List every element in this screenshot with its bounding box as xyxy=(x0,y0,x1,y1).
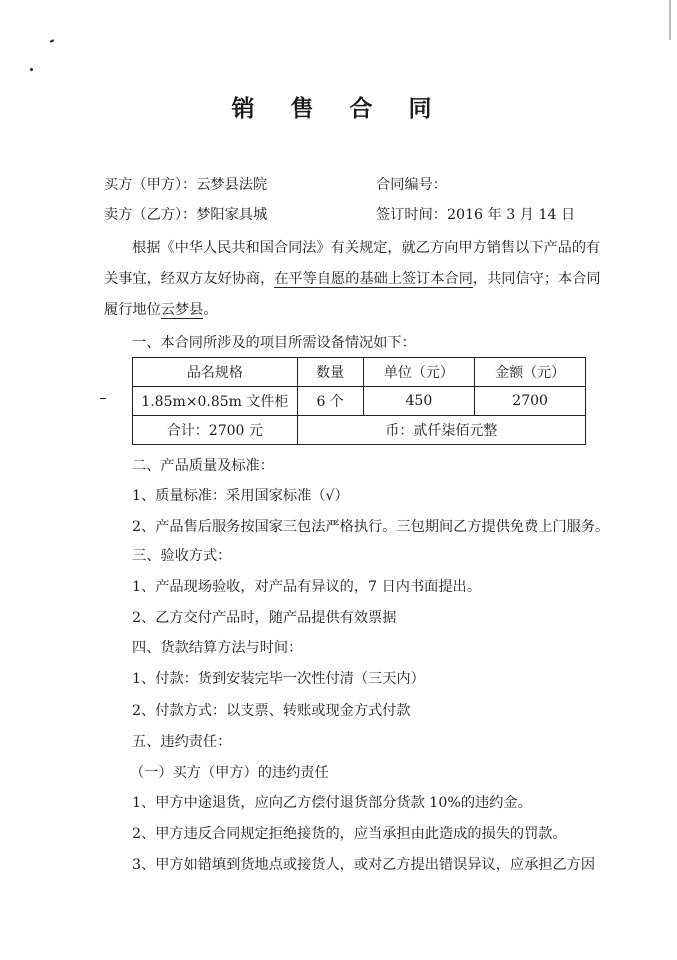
intro-line-3-end: 。 xyxy=(203,302,218,318)
unit-price-cell: 450 xyxy=(363,387,475,416)
liability-line-1: 1、甲方中途退货，应向乙方偿付退货部分货款 10%的违约金。 xyxy=(132,795,532,811)
after-sales-line: 2、产品售后服务按国家三包法严格执行。三包期间乙方提供免费上门服务。 xyxy=(132,519,610,535)
section-3-heading: 三、验收方式： xyxy=(132,548,232,564)
acceptance-line-1: 1、产品现场验收，对产品有异议的，7 日内书面提出。 xyxy=(132,579,481,595)
performance-location: 云梦县 xyxy=(160,302,204,318)
section-1-heading: 一、本合同所涉及的项目所需设备情况如下： xyxy=(132,335,416,351)
seller-line: 卖方（乙方）：梦阳家具城 xyxy=(104,207,268,223)
section-5-heading: 五、违约责任： xyxy=(132,734,232,750)
section-4-heading: 四、货款结算方法与时间： xyxy=(132,640,303,656)
intro-line-3-start: 履行地位 xyxy=(104,302,161,318)
column-header: 品名规格 xyxy=(133,358,298,387)
amount-cell: 2700 xyxy=(475,387,586,416)
section-2-heading: 二、产品质量及标准： xyxy=(132,458,274,474)
liability-line-2: 2、甲方违反合同规定拒绝接货的，应当承担由此造成的损失的罚款。 xyxy=(132,826,567,842)
contract-number-line: 合同编号： xyxy=(376,177,447,193)
scan-speck xyxy=(30,68,33,71)
table-total-row xyxy=(133,416,586,445)
payment-line-1: 1、付款：货到安装完毕一次性付清（三天内） xyxy=(132,671,425,687)
table-row xyxy=(133,387,586,416)
intro-line-1: 根据《中华人民共和国合同法》有关规定，就乙方向甲方销售以下产品的有 xyxy=(132,240,601,256)
payment-line-2: 2、付款方式：以支票、转账或现金方式付款 xyxy=(132,703,411,719)
quantity-cell: 6 个 xyxy=(297,387,363,416)
intro-underlined-phrase: 在平等自愿的基础上签订本合同 xyxy=(274,271,473,287)
intro-line-3 xyxy=(104,300,218,320)
equipment-table xyxy=(132,357,586,445)
quality-standard-line: 1、质量标准：采用国家标准（√） xyxy=(132,488,349,504)
scan-speck xyxy=(50,39,54,43)
buyer-line: 买方（甲方）：云梦县法院 xyxy=(104,177,268,193)
scan-speck xyxy=(100,398,106,399)
currency-total-cell: 币：贰仟柒佰元整 xyxy=(297,416,585,445)
buyer-liability-subheading: （一）买方（甲方）的违约责任 xyxy=(130,765,329,781)
column-header: 金额（元） xyxy=(475,358,586,387)
intro-line-2-start: 关事宜，经双方友好协商， xyxy=(104,271,275,287)
total-cell: 合计：2700 元 xyxy=(133,416,298,445)
table-header-row xyxy=(133,358,586,387)
column-header: 数量 xyxy=(297,358,363,387)
document-title: 销 售 合 同 xyxy=(231,96,446,122)
intro-line-2-end: ，共同信守；本合同 xyxy=(472,271,601,287)
acceptance-line-2: 2、乙方交付产品时，随产品提供有效票据 xyxy=(132,610,397,626)
scan-speck xyxy=(669,0,671,40)
item-spec-cell: 1.85m×0.85m 文件柜 xyxy=(133,387,298,416)
intro-line-2 xyxy=(104,269,601,289)
sign-date-line: 签订时间：2016 年 3 月 14 日 xyxy=(376,207,576,223)
column-header: 单位（元） xyxy=(363,358,475,387)
liability-line-3: 3、甲方如错填到货地点或接货人，或对乙方提出错误异议，应承担乙方因 xyxy=(132,857,596,873)
